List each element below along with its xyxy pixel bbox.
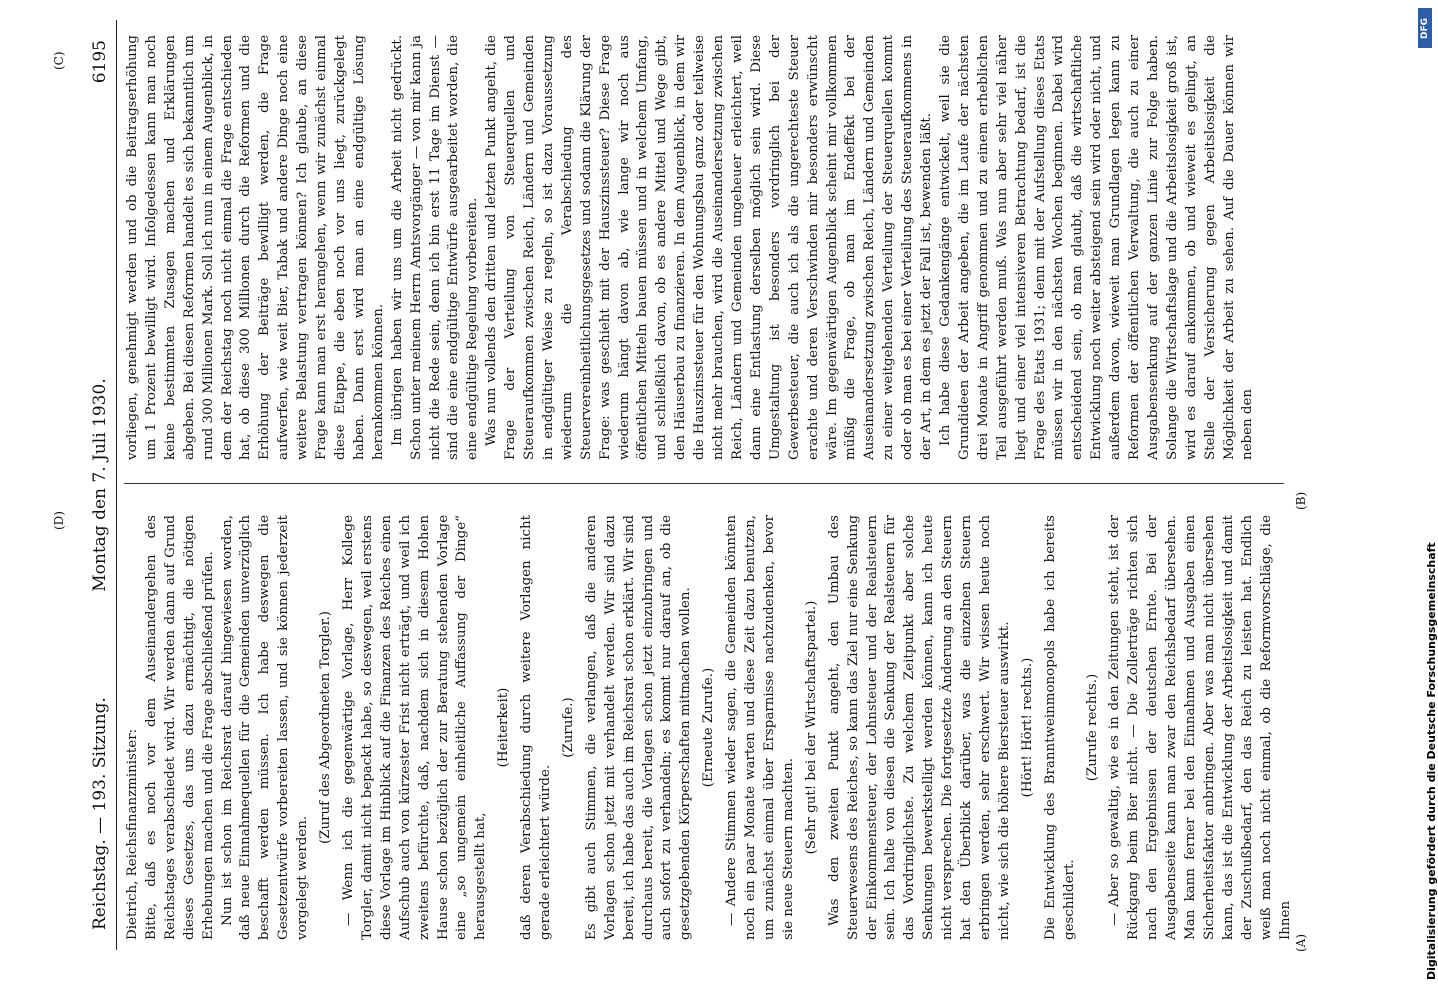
col1-paragraph: Bitte, daß es noch vor dem Auseinandergehen des Reichstages verabschiedet wird. Wir werden dann auf Grund dieses Gesetzes, das uns dazu ermächtigt, die nötigen Erhebungen machen und die Frage abschließend prüfen. bbox=[143, 515, 216, 940]
page-number: 6195 bbox=[90, 40, 110, 84]
col1-paragraph: Was den zweiten Punkt angeht, den Umbau des Steuerwesens des Reiches, so kann das Ziel nur eine Senkung der Einkommensteuer, der Lohnsteuer und der Realsteuern sein. Ich halte von diesen die Senkung der Realsteuern für das Vordringlichste. Zu welchem Zeitpunkt aber solche Senkungen bewerkstelligt werden können, kann ich heute nicht versprechen. Die fortgesetzte Änderung an den Steuern hat den Überblick darüber, was die einzelnen Steuern erbringen werden, sehr erschwert. Wir wissen heute noch nicht, wie sich die höhere Biersteuer auswirkt. bbox=[826, 515, 1012, 940]
col1-paragraph: Nun ist schon im Reichsrat darauf hingewiesen worden, daß neue Einnahmequellen für die Gemeinden unverzüglich beschafft werden müssen. Ich habe deswegen die Gesetzentwürfe vorbereiten lassen, und sie können jederzeit vorgelegt werden. bbox=[219, 515, 311, 940]
col2-paragraph: Was nun vollends den dritten und letzten Punkt angeht, die Frage der Verteilung von Steuerquellen und Steueraufkommen zwischen Reich, Ländern und Gemeinden in endgültiger Weise zu regeln, so ist dazu Voraussetzung wiederum die Verabschiedung des Steuervereinheitlichungsgesetzes und sodann die Klärung der Frage: was geschieht mit der Hauszinssteuer? Diese Frage wiederum hängt davon ab, wie lange wir noch aus öffentlichen Mitteln bauen müssen und in welchem Umfang, und schließlich davon, ob es andere Mittel und Wege gibt, den Häuserbau zu finanzieren. In dem Augenblick, in dem wir die Hauszinssteuer für den Wohnungsbau ganz oder teilweise nicht mehr brauchen, wird die Auseinandersetzung zwischen Reich, Ländern und Gemeinden ungeheuer erleichtert, weil dann eine Entlastung derselben möglich sein wird. Diese Umgestaltung ist besonders vordringlich bei der Gewerbesteuer, die auch ich als die ungerechteste Steuer erachte und deren Verschwinden mir besonders erwünscht wäre. Im gegenwärtigen Augenblick scheint mir vollkommen müßig die Frage, ob man im Endeffekt bei der Auseinandersetzung zwischen Reich, Ländern und Gemeinden zu einer weitgehenden Verteilung der Steuerquellen kommt oder ob man es bei einer Verteilung des Steueraufkommens in der Art, in dem es jetzt der Fall ist, bewenden läßt. bbox=[484, 35, 935, 460]
col1-paragraph: (Sehr gut! bei der Wirtschaftspartei.) bbox=[803, 600, 819, 855]
col1-paragraph: (Heiterkeit) bbox=[496, 687, 512, 768]
col1-paragraph: — Aber so gewaltig, wie es in den Zeitungen steht, ist der Rückgang beim Bier nicht. — Die Zollerträge richten sich nach den Ergebnissen der deutschen Ernte. Bei der Ausgabenseite kann man zwar den Reichsbedarf übersehen. Man kann ferner bei den Einnahmen und Ausgaben einen Sicherheitsfaktor anbringen. Aber was man nicht übersehen kann, das ist die Entwicklung der Arbeitslosigkeit und damit der Zuschußbedarf, den das Reich zu leisten hat. Endlich weiß man noch nicht einmal, ob die Reformvorschläge, die Ihnen bbox=[1107, 515, 1293, 940]
column-divider bbox=[124, 483, 1284, 484]
col1-paragraph: (Erneute Zurufe.) bbox=[701, 667, 717, 788]
col1-paragraph: Dietrich, Reichsfinanzminister: bbox=[125, 728, 140, 940]
col1-paragraph: (Zurufe rechts.) bbox=[1084, 673, 1100, 782]
header-date: Montag den 7. Juli 1930. bbox=[90, 378, 110, 592]
col2-paragraph: Im übrigen haben wir uns um die Arbeit nicht gedrückt. Schon unter meinem Herrn Amtsvorgänger — von mir kann ja nicht die Rede sein, denn ich bin erst 11 Tage im Dienst — sind die eine endgültige Entwürfe ausgearbeitet worden, die eine endgültige Regelung vorbereiten. bbox=[389, 35, 481, 460]
col2-paragraph: Ich habe diese Gedankengänge entwickelt, weil sie die Grundideen der Arbeit angeben, die im Laufe der nächsten drei Monate in Angriff genommen und zu einem erheblichen Teil ausgeführt werden muß. Was nun aber sehr viel näher liegt und einer viel intensiveren Betrachtung bedarf, ist die Frage des Etats 1931; denn mit der Aufstellung dieses Etats müssen wir in den nächsten Wochen beginnen. Dabei wird entscheidend sein, ob man glaubt, daß die wirtschaftliche Entwicklung noch weiter absteigend sein wird oder nicht, und außerdem davon, wieweit man Grundlagen legen kann zu Reformen der öffentlichen Verwaltung, die auch zu einer Ausgabensenkung auf der ganzen Linie zur Folge haben. Solange die Wirtschaftslage und die Arbeitslosigkeit groß ist, wird es darauf ankommen, ob und wieweit es gelingt, an Stelle der Versicherung gegen Arbeitslosigkeit die Möglichkeit der Arbeit zu sehen. Auf die Dauer können wir neben den bbox=[937, 35, 1256, 460]
header-session: Reichstag. — 193. Sitzung. bbox=[90, 697, 110, 930]
col1-paragraph: — Andere Stimmen wieder sagen, die Gemeinden könnten noch ein paar Monate warten und diese Zeit dazu benutzen, um zunächst einmal über Ersparnisse nachzudenken, bevor sie neue Steuern machten. bbox=[724, 515, 796, 940]
col2-paragraph: vorliegen, genehmigt werden und ob die Beitragserhöhung um 1 Prozent bewilligt wird. Infolgedessen kann man noch keine bestimmten Zusagen machen und Erklärungen abgeben. Bei diesen Reformen handelt es sich bekanntlich um rund 300 Millionen Mark. Soll ich nun in einem Augenblick, in dem der Reichstag noch nicht einmal die Frage entschieden hat, ob diese 300 Millionen durch die Reformen und die Erhöhung der Beiträge bewilligt werden, die Frage aufwerfen, wie weit Bier, Tabak und andere Dinge noch eine weitere Belastung vertragen können? Ich glaube, an diese Frage kann man erst herangehen, wenn wir zunächst einmal diese Etappe, die eben noch vor uns liegt, zurückgelegt haben. Dann erst wird man an eine endgültige Lösung herankommen können. bbox=[125, 35, 386, 460]
header-rule bbox=[116, 20, 117, 950]
margin-mark-b: (B) bbox=[1294, 491, 1308, 510]
margin-mark-d: (D) bbox=[52, 511, 66, 530]
col1-paragraph: Die Entwicklung des Branntweinmonopols habe ich bereits geschildert. bbox=[1042, 515, 1077, 940]
col1-paragraph: (Hört! Hört! rechts.) bbox=[1019, 657, 1035, 798]
text-column-right bbox=[124, 35, 1284, 460]
col1-paragraph: Es gibt auch Stimmen, die verlangen, daß die anderen Vorlagen schon jetzt mit verhandelt werden. Wir sind dazu bereit, ich habe das auch im Reichsrat schon erklärt. Wir sind durchaus bereit, die Vorlagen schon jetzt einzubringen und auch sofort zu verhandeln; es kommt nur darauf an, ob die gesetzgebenden Körperschaften mitmachen wollen. bbox=[583, 515, 694, 940]
margin-mark-c: (C) bbox=[52, 51, 66, 70]
dfg-logo: DFG bbox=[1418, 8, 1432, 48]
col1-paragraph: daß deren Verabschiedung durch weitere Vorlagen nicht gerade erleichtert würde. bbox=[519, 515, 554, 940]
text-column-left bbox=[124, 515, 1293, 940]
margin-mark-a: (A) bbox=[1294, 933, 1308, 952]
rotated-print-page bbox=[52, 20, 1332, 952]
col1-paragraph: (Zuruf des Abgeordneten Torgler.) bbox=[318, 610, 334, 845]
col1-paragraph: — Wenn ich die gegenwärtige Vorlage, Herr Kollege Torgler, damit nicht bepackt habe, so deswegen, weil erstens diese Vorlage im Hinblick auf die Finanzen des Reiches einen Aufschub auch von kürzester Frist nicht erträgt, und weil ich zweitens befürchte, daß, nachdem sich in diesem Hohen Hause schon bezüglich der zur Beratung stehenden Vorlage eine „so ungemein einheitliche Auffassung der Dinge“ herausgestellt hat, bbox=[340, 515, 489, 940]
col1-paragraph: (Zurufe.) bbox=[560, 697, 576, 758]
running-header bbox=[82, 20, 116, 950]
digitization-watermark: Digitalisierung gefördert durch die Deutsche Forschungsgemeinschaft bbox=[1425, 542, 1438, 980]
